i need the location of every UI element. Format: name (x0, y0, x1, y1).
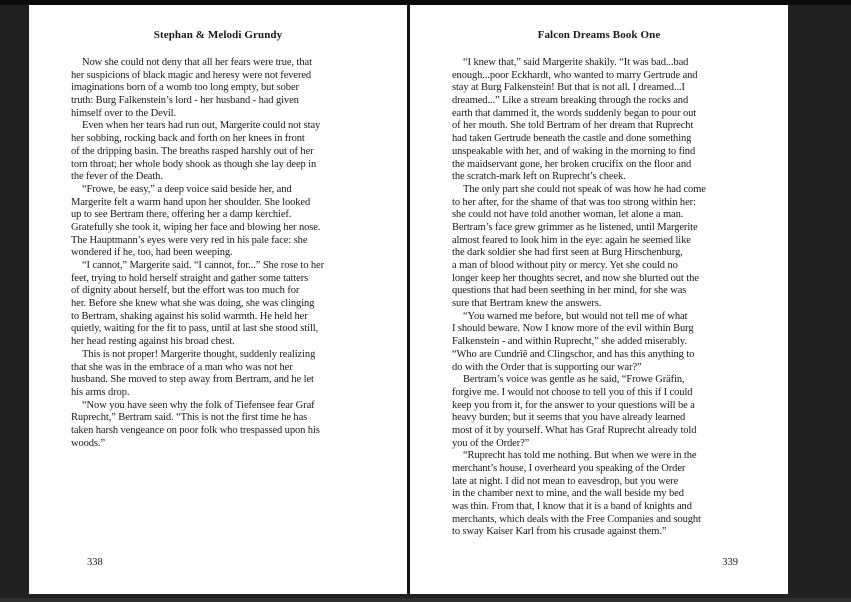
page-number: 338 (87, 557, 103, 568)
text-line: sure that Bertram knew the answers. (452, 298, 602, 310)
text-line: wondered if he, too, had been weeping. (71, 247, 233, 259)
text-line: I should beware. Now I know more of the evil within Burg (452, 323, 694, 335)
paragraph (71, 120, 365, 183)
left-page[interactable] (29, 5, 407, 594)
text-line: taken harsh vengeance on poor folk who trespassed upon his (71, 424, 320, 436)
text-line: her sobbing, rocking back and forth on her knees in front (71, 133, 305, 145)
text-line: Gratefully she took it, wiping her face and blowing her nose. (71, 221, 321, 233)
text-line: “Frowe, be easy,” a deep voice said beside her, and (82, 183, 292, 195)
text-line: up to see Bertram there, offering her a damp kerchief. (71, 209, 292, 221)
text-line: Bertram’s voice was gentle as he said, “Frowe Gräfin, (463, 374, 685, 386)
right-page[interactable] (410, 5, 788, 594)
text-line: she could not have told another woman, let alone a man. (452, 209, 684, 221)
text-line: in the chamber next to mine, and the wall beside my bed (452, 488, 684, 500)
text-line: merchants, which deals with the Free Companies and sought (452, 513, 701, 525)
paragraph (452, 57, 746, 184)
text-line: Even when her tears had run out, Margerite could not stay (82, 120, 321, 132)
bottom-border (0, 598, 851, 602)
paragraph (71, 184, 365, 260)
text-line: the fever of the Death. (71, 171, 163, 183)
text-line: Falkenstein - and within Ruprecht,” she added miserably. (452, 336, 687, 348)
text-line: most of it by yourself. What has Graf Ruprecht already told (452, 424, 697, 436)
text-line: almost feared to look him in the eye: again he seemed like (452, 234, 691, 246)
text-line: the scratch-mark left on Ruprecht’s cheek. (452, 171, 626, 183)
text-line: quietly, waiting for the fit to pass, until at last she stood still, (71, 323, 319, 335)
text-line: you of the Order?” (452, 437, 530, 449)
text-line: his arms drop. (71, 386, 130, 398)
text-line: a man of blood without pity or mercy. Yet she could no (452, 260, 678, 271)
text-line: merchant’s house, I overheard you speaking of the Order (452, 463, 686, 474)
text-line: woods.” (71, 437, 106, 449)
text-line: “Now you have seen why the folk of Tiefensee fear Graf (82, 399, 315, 411)
paragraph (71, 57, 365, 120)
text-line: Ruprecht,” Bertram said. “This is not the first time he has (71, 412, 308, 424)
text-line: himself over to the Devil. (71, 107, 176, 119)
text-line: The Hauptmann’s eyes were very red in his pale face: she (71, 234, 308, 246)
text-line: imaginations born of a womb too long empty, but sober (71, 82, 299, 94)
text-line: dreamed...” Like a stream breaking through the rocks and (452, 95, 689, 107)
text-line: “Ruprecht has told me nothing. But when we were in the (463, 450, 697, 462)
text-line: to her after, for the shame of that was too strong within her: (452, 196, 696, 208)
text-line: husband. She moved to step away from Bertram, and he let (71, 374, 314, 386)
paragraph (71, 349, 365, 400)
text-line: “You warned me before, but would not tell me of what (463, 310, 688, 322)
text-line: keep you from it, for the answer to your questions will be a (452, 399, 695, 411)
text-line: to Bertram, shaking against his solid warmth. He held her (71, 310, 308, 322)
paragraph (452, 374, 746, 450)
text-line: Margerite felt a warm hand upon her shoulder. She looked (71, 196, 311, 208)
text-line: her head resting against his broad chest. (71, 336, 235, 348)
text-line: torn throat; her whole body shook as though she lay deep in (71, 158, 317, 170)
text-line: feet, trying to hold herself straight and gather some tatters (71, 272, 309, 284)
paragraph (452, 311, 746, 374)
text-line: Bertram’s face grew grimmer as he listened, until Margerite (452, 221, 698, 233)
text-line: the maidservant gone, her broken crucifix on the floor and (452, 158, 692, 170)
paragraph (71, 400, 365, 451)
text-line: truth: Burg Falkenstein’s lord - her husband - had given (71, 95, 299, 107)
text-line: forgive me. I would not choose to tell you of this if I could (452, 386, 693, 398)
text-line: do with the Order that is supporting our war?” (452, 361, 642, 373)
right-page-text (452, 57, 746, 539)
text-line: to sway Kaiser Karl from his crusade against them.” (452, 526, 667, 538)
text-line: late at night. I did not mean to eavesdrop, but you were (452, 475, 679, 487)
running-header-author: Stephan & Melodi Grundy (153, 29, 283, 41)
text-line: This is not proper! Margerite thought, suddenly realizing (82, 348, 316, 360)
text-line: “I knew that,” said Margerite shakily. “It was bad...bad (463, 57, 689, 68)
text-line: unspeakable with her, and of waking in the morning to find (452, 145, 696, 157)
text-line: the dark soldier she had first seen at Burg Hirschenburg, (452, 247, 683, 259)
text-line: Now she could not deny that all her fears were true, that (82, 57, 312, 68)
text-line: her. Before she knew what she was doing, she was clinging (71, 298, 315, 310)
text-line: was thin. From that, I know that it is a band of knights and (452, 501, 692, 513)
text-line: heavy burden; but it seems that you have already learned (452, 412, 686, 424)
paragraph (71, 260, 365, 349)
paragraph (452, 450, 746, 539)
page-number: 339 (722, 557, 738, 568)
text-line: had taken Gertrude beneath the castle and done something (452, 133, 692, 145)
paragraph (452, 184, 746, 311)
text-line: earth that dammed it, the words suddenly began to pour out (452, 107, 697, 119)
text-line: of dignity about herself, but the effort was too much for (71, 285, 300, 297)
text-line: questions that had been seething in her mind, for she was (452, 285, 687, 297)
text-line: longer keep her thoughts secret, and now she blurted out the (452, 272, 699, 284)
text-line: of her mouth. She told Bertram of her dream that Ruprecht (452, 120, 694, 132)
text-line: enough...poor Eckhardt, who wanted to marry Gertrude and (452, 69, 698, 81)
text-line: The only part she could not speak of was how he had come (463, 183, 706, 195)
text-line: “I cannot,” Margerite said. “I cannot, for...” She rose to her (82, 260, 325, 271)
text-line: that she was in the embrace of a man who was not her (71, 361, 293, 373)
text-line: “Who are Cundrîê and Clingschor, and has this anything to (452, 348, 695, 360)
running-header-book-title: Falcon Dreams Book One (537, 29, 661, 41)
text-line: of the dripping basin. The breaths rasped harshly out of her (71, 145, 314, 157)
left-page-text (71, 57, 365, 450)
text-line: her suspicions of black magic and heresy were not fevered (71, 69, 312, 81)
text-line: stay at Burg Falkenstein! But that is not all. I dreamed...I (452, 82, 685, 94)
